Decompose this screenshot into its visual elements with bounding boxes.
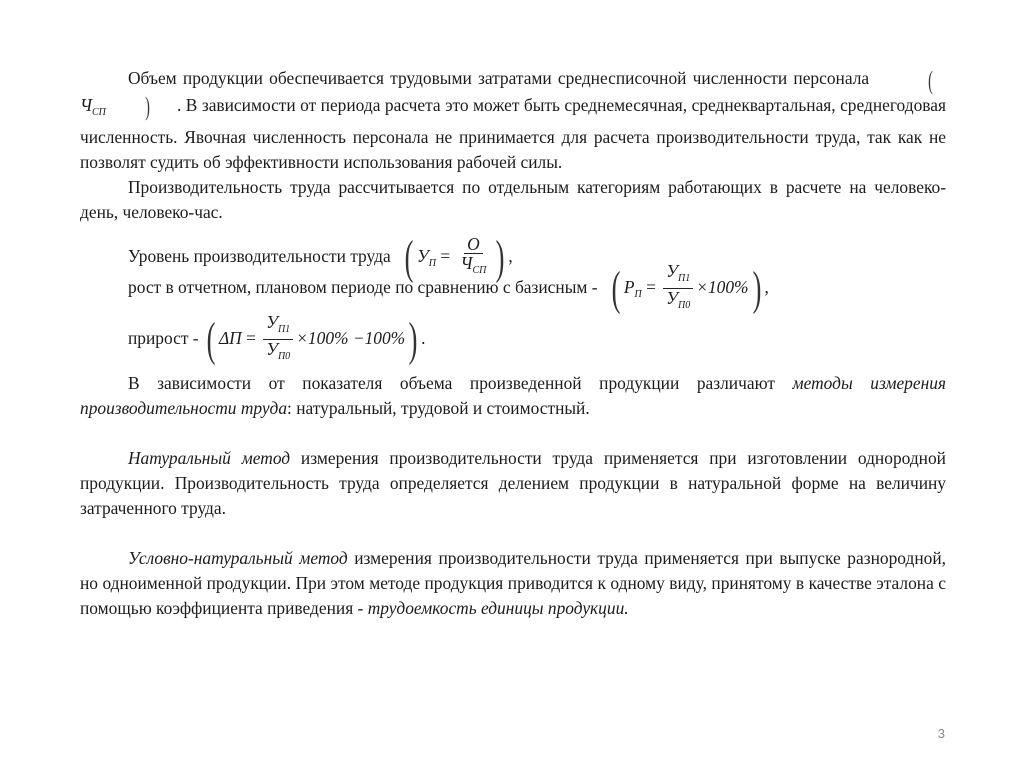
fraction: $\frac{О}{Ч_{СП}}$ — [460, 234, 487, 276]
label: прирост - — [128, 327, 199, 348]
fraction: $\frac{У_{П1}}{У_{П0}}$ — [263, 313, 293, 366]
formula-headcount: ($Ч_{СП}$ ) — [80, 65, 934, 121]
formula-line-increment: прирост - ( ΔП = $\frac{У_{П1}}{У_{П0}}$ ×100% −100%) . — [128, 312, 426, 366]
formula-line-level: Уровень производительности труда ( $У_П$ = $\frac{О}{Ч_{СП}}$ ) , — [128, 230, 513, 284]
label: рост в отчетном, плановом периоде по сравнению с базисным - — [128, 276, 598, 297]
formula-productivity-growth: ( $Р_П$ = $\frac{У_{П1}}{У_{П0}}$ ×100%) — [611, 261, 761, 315]
fraction: $\frac{У_{П1}}{У_{П0}}$ — [663, 262, 693, 315]
paragraph-headcount — [80, 66, 946, 175]
paragraph-productivity-categories: Производительность труда рассчитывается по отдельным категориям работающих в расчете на человеко-день, человеко-час. — [80, 176, 946, 222]
formula-line-growth: рост в отчетном, плановом периоде по сравнению с базисным - ( $Р_П$ = $\frac{У_{П1}}{У_{П0}}$ ×100%) , — [128, 261, 769, 315]
formula-productivity-level: ( $У_П$ = $\frac{О}{Ч_{СП}}$ ) — [404, 230, 505, 284]
paragraph-measurement-methods: В зависимости от показателя объема произведенной продукции различают методы измерения производительности труда: натуральный, трудовой и стоимостный. — [80, 372, 946, 418]
text: Объем продукции обеспечивается трудовыми затратами среднесписочной численности персонала — [128, 68, 870, 88]
page-number: 3 — [937, 726, 945, 741]
paragraph-conditional-natural-method: Условно-натуральный метод измерения производительности труда применяется при выпуске разнородной, но одноименной продукции. При этом методе продукция приводится к одному виду, принятому в качестве эталона с помощью коэффициента приведения - трудоемкость единицы продукции. — [80, 547, 946, 618]
document-page — [80, 66, 946, 621]
paragraph-natural-method: Натуральный метод измерения производительности труда применяется при изготовлении однородной продукции. Производительность труда определяется делением продукции в натуральной форме на величину затраченного труда. — [80, 447, 946, 518]
text: . В зависимости от периода расчета это может быть среднемесячная, среднеквартальная, среднегодовая численность. Явочная численность персонала не принимается для расчета производительности труда, так как не позволят судить об эффективности использования рабочей силы. — [80, 94, 946, 172]
label: Уровень производительности труда — [128, 245, 391, 266]
formula-productivity-increment: ( ΔП = $\frac{У_{П1}}{У_{П0}}$ ×100% −100%) — [206, 312, 418, 366]
